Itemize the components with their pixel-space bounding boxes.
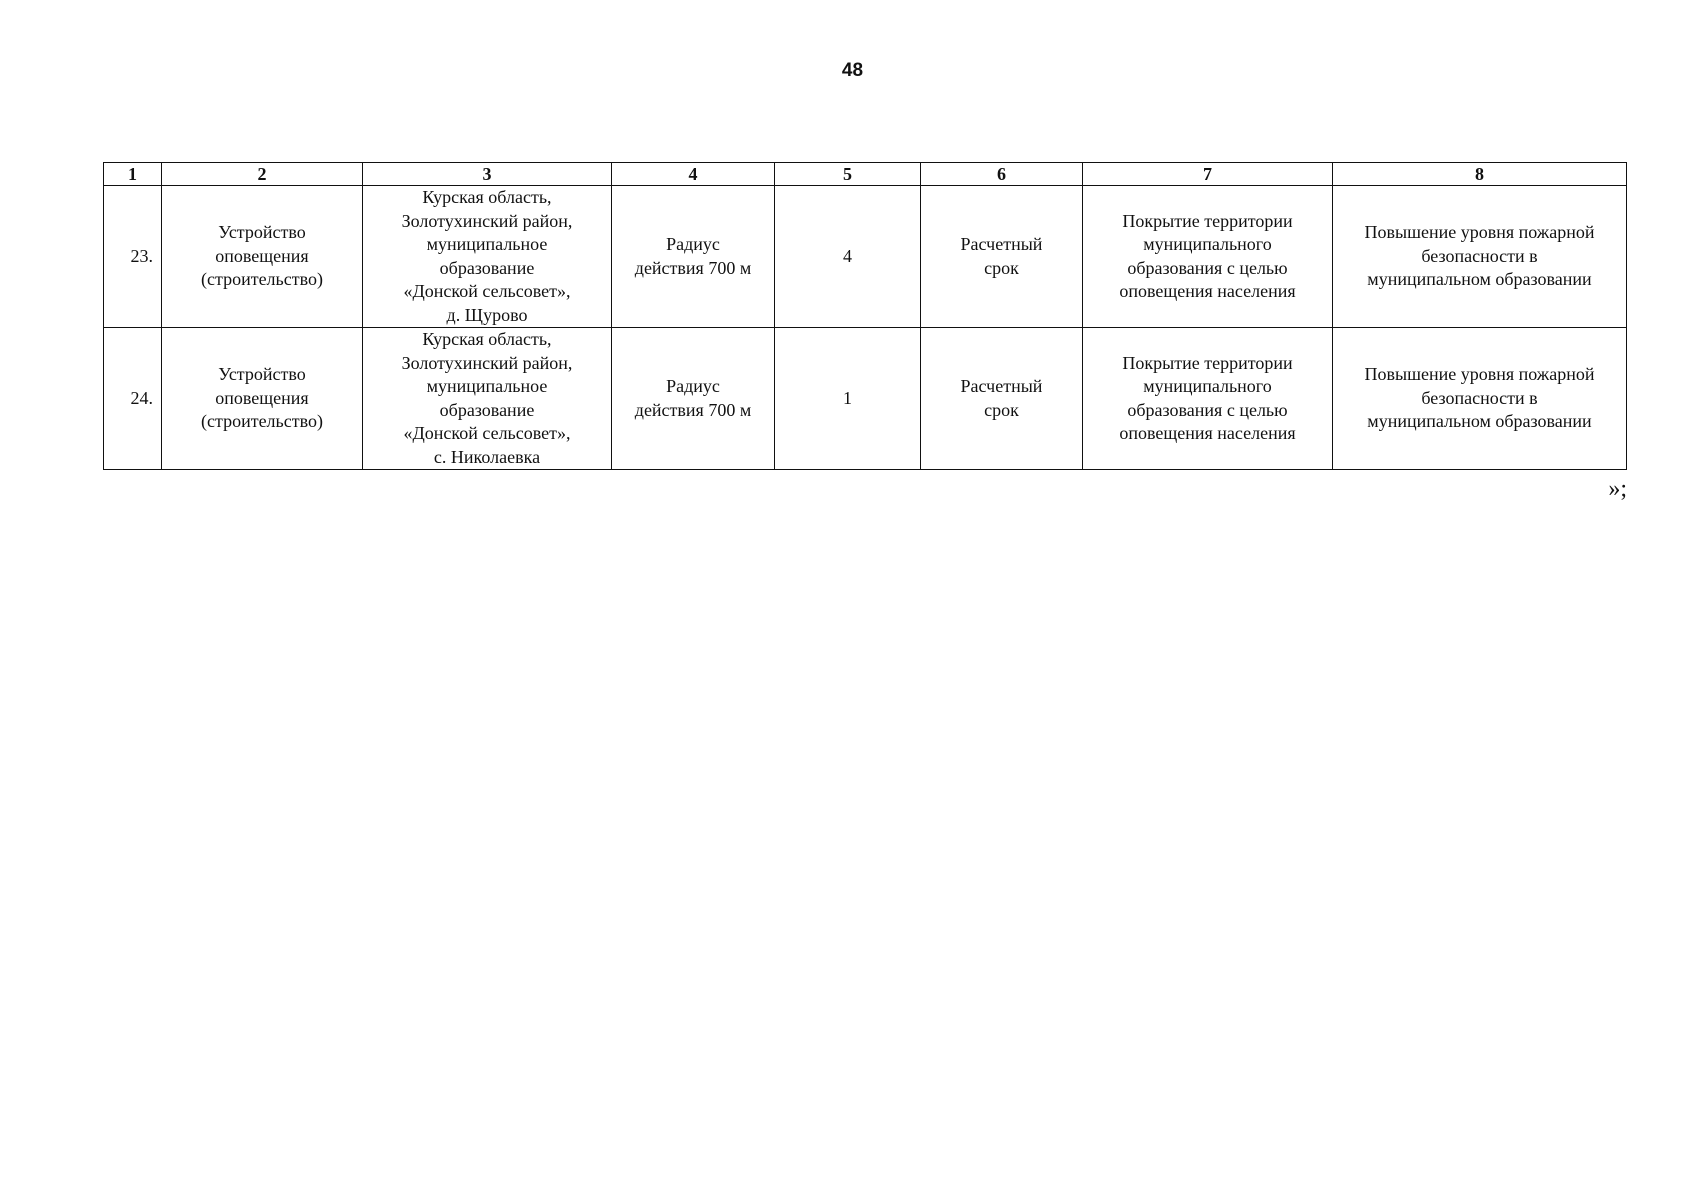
table-row [104, 328, 1627, 470]
header-col-5: 5 [775, 163, 921, 186]
purpose-line: муниципального [1143, 376, 1272, 396]
purpose-line: Покрытие территории [1122, 352, 1293, 373]
row-number: 23. [104, 186, 162, 328]
effect-cell [1333, 186, 1627, 328]
effect-line: муниципальном образовании [1367, 269, 1592, 290]
location-line: образование [439, 399, 535, 420]
location-line: Курская область, [422, 329, 552, 349]
parameter-line: Радиус [666, 234, 720, 254]
object-name-line: оповещения [215, 387, 309, 408]
location-line: д. Щурово [446, 304, 528, 325]
parameter-line: действия 700 м [634, 399, 752, 420]
term-line: Расчетный [960, 376, 1043, 396]
quantity-cell: 1 [775, 328, 921, 470]
purpose-line: Покрытие территории [1122, 210, 1293, 231]
location-line: с. Николаевка [433, 446, 541, 467]
purpose-cell [1083, 328, 1333, 470]
location-line: Курская область, [422, 187, 552, 207]
object-name-line: оповещения [215, 245, 309, 266]
header-col-4: 4 [612, 163, 775, 186]
object-name-line: Устройство [218, 364, 306, 385]
parameter-line: Радиус [666, 376, 720, 396]
object-name-cell [162, 186, 363, 328]
table-row [104, 186, 1627, 328]
header-col-6: 6 [921, 163, 1083, 186]
effect-line: муниципальном образовании [1367, 411, 1592, 432]
page-number: 48 [841, 60, 864, 81]
purpose-line: оповещения населения [1119, 281, 1296, 301]
purpose-line: муниципального [1143, 234, 1272, 254]
parameter-cell [612, 186, 775, 328]
location-cell [363, 186, 612, 328]
header-row [104, 163, 1627, 186]
purpose-line: оповещения населения [1119, 423, 1296, 443]
row-number: 24. [104, 328, 162, 470]
location-line: «Донской сельсовет», [403, 423, 571, 443]
object-name-line: (строительство) [201, 269, 323, 290]
header-col-7: 7 [1083, 163, 1333, 186]
effect-line: Повышение уровня пожарной [1364, 364, 1595, 385]
object-name-cell [162, 328, 363, 470]
header-col-3: 3 [363, 163, 612, 186]
closing-quote-mark: »; [1608, 476, 1627, 502]
location-line: «Донской сельсовет», [403, 281, 571, 301]
term-line: срок [984, 257, 1019, 278]
term-line: срок [984, 399, 1019, 420]
header-col-8: 8 [1333, 163, 1627, 186]
term-cell [921, 328, 1083, 470]
effect-line: безопасности в [1421, 387, 1538, 408]
object-name-line: (строительство) [201, 411, 323, 432]
purpose-line: образования с целью [1127, 399, 1288, 420]
header-col-1: 1 [104, 163, 162, 186]
effect-line: Повышение уровня пожарной [1364, 222, 1595, 243]
location-cell [363, 328, 612, 470]
location-line: Золотухинский район, [401, 352, 573, 373]
location-line: муниципальное [426, 234, 548, 254]
effect-cell [1333, 328, 1627, 470]
purpose-cell [1083, 186, 1333, 328]
header-col-2: 2 [162, 163, 363, 186]
location-line: образование [439, 257, 535, 278]
measures-table [103, 162, 1627, 470]
term-cell [921, 186, 1083, 328]
quantity-cell: 4 [775, 186, 921, 328]
parameter-line: действия 700 м [634, 257, 752, 278]
effect-line: безопасности в [1421, 245, 1538, 266]
parameter-cell [612, 328, 775, 470]
location-line: муниципальное [426, 376, 548, 396]
purpose-line: образования с целью [1127, 257, 1288, 278]
location-line: Золотухинский район, [401, 210, 573, 231]
object-name-line: Устройство [218, 222, 306, 243]
term-line: Расчетный [960, 234, 1043, 254]
